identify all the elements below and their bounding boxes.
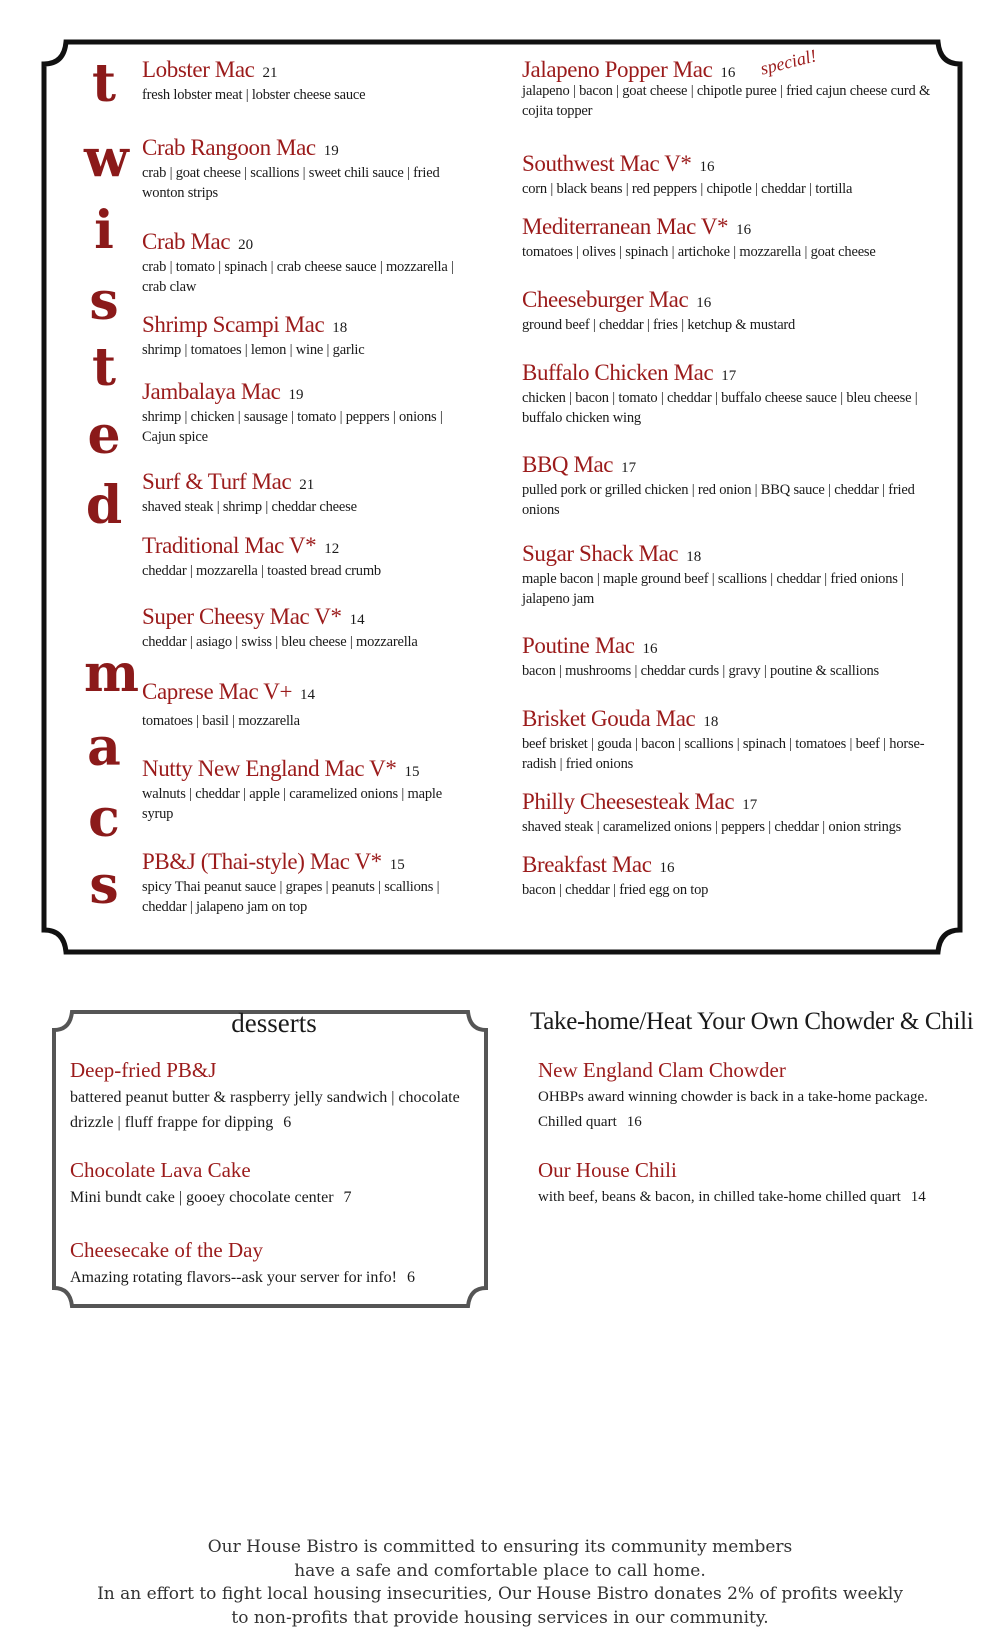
dessert-name: Deep-fried PB&J: [70, 1058, 217, 1082]
menu-item: [522, 634, 942, 681]
item-name: BBQ Mac: [522, 452, 614, 477]
item-price: 19: [323, 143, 339, 159]
dessert-item: [70, 1160, 475, 1210]
menu-item: [522, 152, 942, 199]
footer-line: Our House Bistro is committed to ensuring its community members: [207, 1537, 793, 1557]
item-description: crab | goat cheese | scallions | sweet chili sauce | fried wonton strips: [142, 165, 440, 201]
dessert-description: Amazing rotating flavors--ask your server for info!: [70, 1269, 397, 1286]
dessert-description: Mini bundt cake | gooey chocolate center: [70, 1189, 334, 1206]
item-description: tomatoes | olives | spinach | artichoke | mozzarella | goat cheese: [522, 244, 876, 260]
item-price: 21: [262, 65, 278, 81]
item-description: pulled pork or grilled chicken | red onion | BBQ sauce | cheddar | fried onions: [522, 482, 915, 518]
menu-item: [142, 313, 472, 360]
title-letter: s: [89, 855, 119, 916]
item-name: Caprese Mac V+: [142, 679, 293, 704]
item-description: bacon | cheddar | fried egg on top: [522, 882, 709, 898]
menu-item: [522, 542, 922, 609]
item-description: ground beef | cheddar | fries | ketchup & mustard: [522, 317, 796, 333]
item-price: 12: [324, 541, 340, 557]
item-price: 18: [332, 320, 348, 336]
menu-item: [142, 850, 462, 917]
item-price: 18: [686, 549, 702, 565]
item-description: crab | tomato | spinach | crab cheese sauce | mozzarella | crab claw: [142, 259, 454, 295]
dessert-price: 6: [407, 1269, 415, 1286]
item-name: Brisket Gouda Mac: [522, 706, 696, 731]
menu-item: [522, 453, 922, 520]
title-letter: s: [89, 271, 119, 332]
item-name: Nutty New England Mac V*: [142, 756, 397, 781]
item-price: 16: [642, 641, 658, 657]
menu-item: [522, 288, 942, 335]
item-price: 16: [736, 222, 752, 238]
item-description: chicken | bacon | tomato | cheddar | buffalo cheese sauce | bleu cheese | buffalo chicken wing: [522, 390, 918, 426]
dessert-price: 7: [343, 1189, 352, 1206]
menu-item: [142, 380, 462, 447]
item-name: Super Cheesy Mac V*: [142, 604, 342, 629]
dessert-name: Chocolate Lava Cake: [70, 1158, 251, 1182]
item-name: Philly Cheesesteak Mac: [522, 789, 735, 814]
takehome-price: 14: [910, 1189, 926, 1205]
menu-item: [142, 680, 472, 731]
title-letter: e: [87, 405, 121, 466]
dessert-item: [70, 1060, 475, 1135]
takehome-price: 16: [626, 1114, 642, 1130]
title-letter: w: [84, 128, 129, 189]
item-price: 14: [300, 687, 316, 703]
dessert-name: Cheesecake of the Day: [70, 1238, 263, 1262]
item-description: beef brisket | gouda | bacon | scallions | spinach | tomatoes | beef | horse-radish | fried onions: [522, 736, 925, 772]
community-statement: [0, 1536, 1000, 1630]
item-name: Breakfast Mac: [522, 852, 652, 877]
takehome-item: [538, 1160, 958, 1210]
dessert-description: battered peanut butter & raspberry jelly sandwich | chocolate drizzle | fluff frappe for dipping: [70, 1089, 460, 1131]
dessert-price: 6: [283, 1114, 292, 1131]
menu-item: [522, 58, 942, 121]
item-name: Lobster Mac: [142, 57, 255, 82]
item-description: shrimp | tomatoes | lemon | wine | garlic: [142, 342, 365, 358]
menu-item: [142, 58, 462, 105]
footer-line: have a safe and comfortable place to call home.: [294, 1560, 706, 1581]
item-description: cheddar | asiago | swiss | bleu cheese | mozzarella: [142, 634, 418, 650]
item-description: corn | black beans | red peppers | chipotle | cheddar | tortilla: [522, 181, 853, 197]
item-price: 17: [742, 797, 758, 813]
item-name: Cheeseburger Mac: [522, 287, 689, 312]
item-name: Surf & Turf Mac: [142, 469, 292, 494]
menu-item: [522, 361, 942, 428]
item-description: shrimp | chicken | sausage | tomato | peppers | onions | Cajun spice: [142, 409, 443, 445]
item-price: 17: [721, 368, 737, 384]
item-description: cheddar | mozzarella | toasted bread crumb: [142, 563, 381, 579]
footer-line: In an effort to fight local housing insecurities, Our House Bistro donates 2% of profits weekly: [97, 1584, 903, 1604]
item-price: 19: [288, 387, 304, 403]
item-description: bacon | mushrooms | cheddar curds | gravy | poutine & scallions: [522, 663, 880, 679]
menu-item: [522, 790, 942, 837]
item-description: walnuts | cheddar | apple | caramelized onions | maple syrup: [142, 786, 442, 822]
menu-item: [142, 470, 472, 517]
item-name: PB&J (Thai-style) Mac V*: [142, 849, 382, 874]
takehome-description: OHBPs award winning chowder is back in a take-home package. Chilled quart: [538, 1089, 928, 1130]
item-name: Jambalaya Mac: [142, 379, 281, 404]
item-price: 16: [659, 860, 675, 876]
item-price: 20: [238, 237, 254, 253]
item-name: Traditional Mac V*: [142, 533, 317, 558]
item-description: shaved steak | shrimp | cheddar cheese: [142, 499, 357, 515]
item-name: Crab Mac: [142, 229, 231, 254]
menu-item: [142, 534, 472, 581]
takehome-item: [538, 1060, 958, 1135]
item-description: tomatoes | basil | mozzarella: [142, 713, 300, 729]
item-description: fresh lobster meat | lobster cheese sauce: [142, 87, 366, 103]
item-price: 16: [720, 65, 736, 81]
menu-item: [142, 230, 472, 297]
menu-item: [522, 215, 942, 262]
item-description: shaved steak | caramelized onions | peppers | cheddar | onion strings: [522, 819, 902, 835]
item-price: 15: [404, 764, 420, 780]
menu-item: [142, 136, 462, 203]
takehome-name: Our House Chili: [538, 1158, 677, 1182]
item-price: 15: [389, 857, 405, 873]
item-price: 16: [696, 295, 712, 311]
takehome-description: with beef, beans & bacon, in chilled take-home chilled quart: [538, 1189, 901, 1205]
title-letter: t: [91, 337, 117, 398]
item-price: 18: [703, 714, 719, 730]
title-letter: a: [87, 717, 121, 778]
takehome-title: Take-home/Heat Your Own Chowder & Chili: [530, 1008, 974, 1035]
item-price: 16: [699, 159, 715, 175]
item-name: Sugar Shack Mac: [522, 541, 679, 566]
item-name: Southwest Mac V*: [522, 151, 692, 176]
item-price: 21: [299, 477, 315, 493]
title-letter: d: [85, 475, 123, 536]
title-letter: c: [88, 788, 120, 849]
item-price: 14: [349, 612, 365, 628]
menu-item: [142, 757, 462, 824]
item-name: Poutine Mac: [522, 633, 635, 658]
item-description: jalapeno | bacon | goat cheese | chipotle puree | fried cajun cheese curd & cojita topper: [522, 83, 931, 119]
item-description: maple bacon | maple ground beef | scallions | cheddar | fried onions | jalapeno jam: [522, 571, 904, 607]
item-name: Buffalo Chicken Mac: [522, 360, 714, 385]
footer-line: to non-profits that provide housing services in our community.: [231, 1607, 769, 1628]
dessert-item: [70, 1240, 475, 1290]
item-description: spicy Thai peanut sauce | grapes | peanuts | scallions | cheddar | jalapeno jam on top: [142, 879, 440, 915]
title-letter: m: [84, 643, 140, 704]
item-name: Shrimp Scampi Mac: [142, 312, 325, 337]
special-tag: special!: [758, 45, 819, 79]
item-name: Jalapeno Popper Mac: [522, 57, 713, 82]
item-name: Crab Rangoon Mac: [142, 135, 316, 160]
item-name: Mediterranean Mac V*: [522, 214, 729, 239]
title-letter: t: [91, 53, 117, 114]
title-letter: i: [94, 200, 114, 261]
menu-item: [522, 853, 942, 900]
takehome-name: New England Clam Chowder: [538, 1058, 786, 1082]
item-price: 17: [621, 460, 637, 476]
desserts-title: desserts: [231, 1008, 317, 1038]
menu-item: [522, 707, 942, 774]
menu-item: [142, 605, 472, 652]
